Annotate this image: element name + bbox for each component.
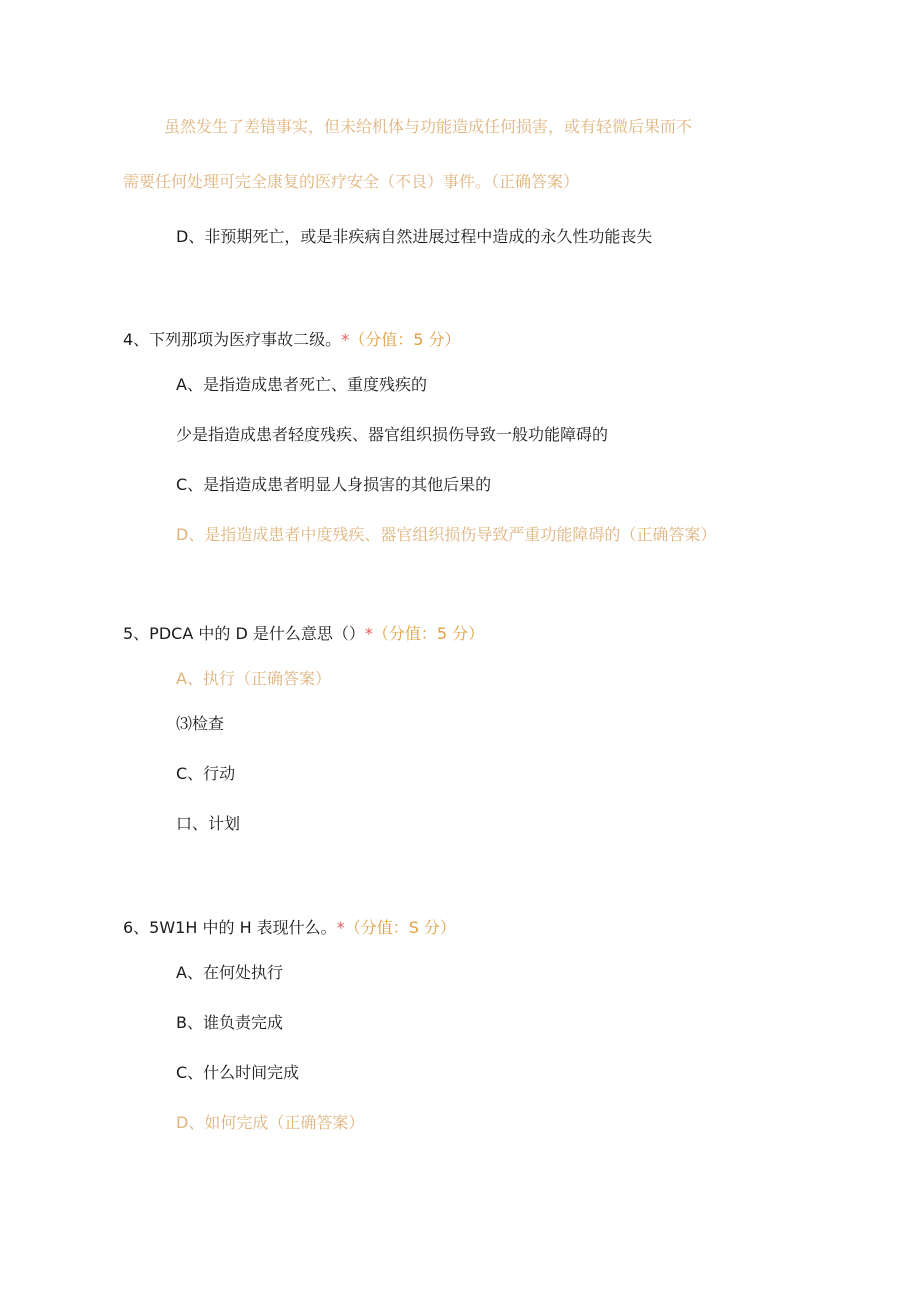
question-4-score: （分值：5 分） <box>349 330 461 349</box>
question-4-text: 4、下列那项为医疗事故二级。 <box>123 330 342 349</box>
question-5-text: 5、PDCA 中的 D 是什么意思（） <box>123 624 365 643</box>
required-star: * <box>364 624 373 643</box>
q5-option-a-correct: A、执行（正确答案） <box>176 669 331 688</box>
q6-option-a: A、在何处执行 <box>176 963 283 982</box>
q4-option-b: 少是指造成患者轻度残疾、器官组织损伤导致一般功能障碍的 <box>176 425 609 444</box>
question-6-score: （分值：S 分） <box>344 918 456 937</box>
required-star: * <box>336 918 345 937</box>
q5-option-d: 口、计划 <box>176 814 241 833</box>
question-6-text: 6、5W1H 中的 H 表现什么。 <box>123 918 337 937</box>
q6-option-c: C、什么时间完成 <box>176 1063 300 1082</box>
q4-option-d-correct: D、是指造成患者中度残疾、器官组织损伤导致严重功能障碍的（正确答案） <box>176 525 717 544</box>
q5-option-b: ⑶检查 <box>176 714 225 733</box>
q4-option-a: A、是指造成患者死亡、重度残疾的 <box>176 375 427 394</box>
q5-option-c: C、行动 <box>176 764 236 783</box>
question-4 <box>123 330 460 350</box>
prev-answer-line-1: 虽然发生了差错事实，但未给机体与功能造成任何损害，或有轻微后果而不 <box>164 117 693 136</box>
q6-option-b: B、谁负责完成 <box>176 1013 283 1032</box>
prev-option-d: D、非预期死亡，或是非疾病自然进展过程中造成的永久性功能丧失 <box>176 227 653 246</box>
q4-option-c: C、是指造成患者明显人身损害的其他后果的 <box>176 475 492 494</box>
required-star: * <box>341 330 350 349</box>
question-5-score: （分值：5 分） <box>372 624 485 643</box>
q6-option-d-correct: D、如何完成（正确答案） <box>176 1113 365 1132</box>
prev-answer-line-2: 需要任何处理可完全康复的医疗安全（不良）事件。（正确答案） <box>123 172 580 191</box>
question-5 <box>123 624 484 644</box>
question-6 <box>123 918 456 938</box>
